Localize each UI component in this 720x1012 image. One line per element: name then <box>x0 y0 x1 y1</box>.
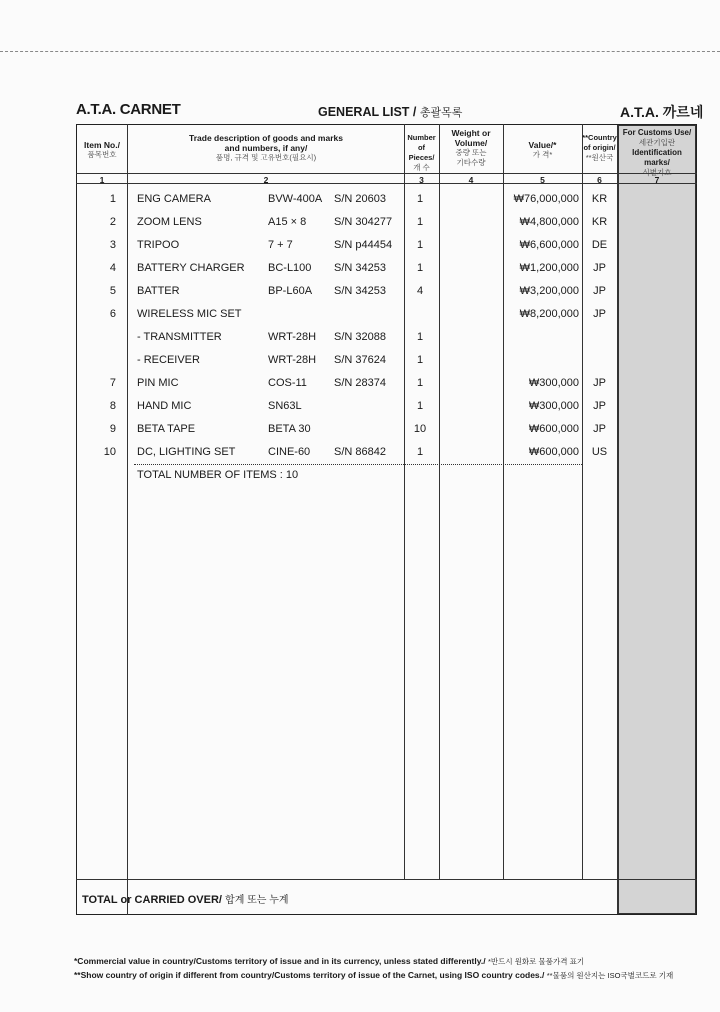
header-country: **Country of origin/ **원산국 <box>582 133 617 162</box>
col-divider <box>503 124 504 879</box>
item-no: 6 <box>109 308 116 320</box>
item-country: DE <box>591 239 608 251</box>
header-weight: Weight or Volume/ 중량 또는 기타수량 <box>451 128 491 167</box>
item-model: BC-L100 <box>268 262 312 274</box>
item-no: 2 <box>109 216 116 228</box>
item-model: BVW-400A <box>268 193 323 205</box>
item-desc: ENG CAMERA <box>137 193 211 205</box>
item-no: 7 <box>109 377 116 389</box>
item-model: BETA 30 <box>268 423 311 435</box>
item-pieces: 4 <box>416 285 424 297</box>
item-model: WRT-28H <box>268 331 317 343</box>
item-value: ₩76,000,000 <box>513 193 579 205</box>
item-desc: BATTERY CHARGER <box>137 262 245 274</box>
total-carried-over: TOTAL or CARRIED OVER/ 합계 또는 누계 <box>82 894 289 906</box>
item-desc: - RECEIVER <box>137 354 200 366</box>
footnote-country: **Show country of origin if different from country/Customs territory of issue of the Carnet, using ISO country codes./ **물품의 원산지는 ISO국별코드로 기재 <box>74 970 674 980</box>
item-desc: WIRELESS MIC SET <box>137 308 242 320</box>
item-value: ₩300,000 <box>528 377 579 389</box>
item-country: JP <box>593 285 606 297</box>
col-divider <box>404 124 405 879</box>
footnote-value: *Commercial value in country/Customs territory of issue and in its currency, unless stated differently./ *반드시 원화로 물품가격 표기 <box>74 956 585 966</box>
item-serial: S/N 32088 <box>334 331 386 343</box>
item-serial: S/N 37624 <box>334 354 386 366</box>
item-value: ₩600,000 <box>528 446 579 458</box>
item-value: ₩3,200,000 <box>519 285 579 297</box>
header-description: Trade description of goods and marks and numbers, if any/ 품명, 규격 및 고유번호(필요시) <box>189 133 343 162</box>
item-country: JP <box>593 377 606 389</box>
col-number: 1 <box>99 175 105 185</box>
item-model: A15 × 8 <box>268 216 307 228</box>
item-serial: S/N 86842 <box>334 446 386 458</box>
item-pieces: 1 <box>416 331 424 343</box>
item-model: SN63L <box>268 400 302 412</box>
col-divider <box>127 124 128 915</box>
item-value: ₩1,200,000 <box>519 262 579 274</box>
item-model: COS-11 <box>268 377 307 389</box>
item-model: 7 + 7 <box>268 239 293 251</box>
header-customs-use: For Customs Use/ 세관기입란 Identification marks/ 식별기호 <box>622 128 692 177</box>
header-value: Value/* 가 격* <box>528 140 557 159</box>
item-pieces: 1 <box>416 354 424 366</box>
item-desc: PIN MIC <box>137 377 179 389</box>
item-country: KR <box>591 193 608 205</box>
item-country: KR <box>591 216 608 228</box>
item-no: 5 <box>109 285 116 297</box>
col-number: 7 <box>654 175 660 185</box>
col-number: 2 <box>263 175 269 185</box>
item-serial: S/N 28374 <box>334 377 386 389</box>
item-pieces: 1 <box>416 193 424 205</box>
item-value: ₩6,600,000 <box>519 239 579 251</box>
end-of-list-line <box>134 464 582 465</box>
item-desc: - TRANSMITTER <box>137 331 222 343</box>
item-country: JP <box>593 400 606 412</box>
header-divider <box>76 173 697 174</box>
carnet-title: A.T.A. CARNET <box>76 101 181 118</box>
header-item-no: Item No./ 품목번호 <box>84 140 120 159</box>
item-pieces: 1 <box>416 239 424 251</box>
item-no: 1 <box>109 193 116 205</box>
item-no: 10 <box>103 446 116 458</box>
item-serial: S/N p44454 <box>334 239 393 251</box>
item-serial: S/N 304277 <box>334 216 393 228</box>
item-serial: S/N 34253 <box>334 262 386 274</box>
item-model: CINE-60 <box>268 446 311 458</box>
item-pieces: 1 <box>416 262 424 274</box>
item-value: ₩4,800,000 <box>519 216 579 228</box>
col-number: 5 <box>540 175 545 185</box>
item-desc: HAND MIC <box>137 400 192 412</box>
item-pieces: 1 <box>416 400 424 412</box>
col-number: 4 <box>468 175 474 185</box>
cut-line <box>0 51 720 52</box>
item-model: WRT-28H <box>268 354 317 366</box>
total-divider <box>76 879 697 880</box>
item-desc: ZOOM LENS <box>137 216 202 228</box>
item-pieces: 1 <box>416 377 424 389</box>
item-desc: BETA TAPE <box>137 423 196 435</box>
item-country: JP <box>593 308 606 320</box>
header-pieces: Number of Pieces/ 개 수 <box>407 133 436 172</box>
col-number: 6 <box>597 175 602 185</box>
col-number: 3 <box>419 175 424 185</box>
item-country: JP <box>593 423 606 435</box>
item-desc: DC, LIGHTING SET <box>137 446 236 458</box>
item-serial: S/N 20603 <box>334 193 386 205</box>
item-no: 8 <box>109 400 116 412</box>
col-divider <box>439 124 440 879</box>
item-value: ₩300,000 <box>528 400 579 412</box>
item-serial: S/N 34253 <box>334 285 386 297</box>
item-pieces: 10 <box>413 423 427 435</box>
general-list-title: GENERAL LIST / 총괄목록 <box>318 105 463 119</box>
item-pieces: 1 <box>416 446 424 458</box>
item-no: 9 <box>109 423 116 435</box>
col-divider <box>582 124 583 879</box>
item-desc: TRIPOO <box>137 239 180 251</box>
total-number-of-items: TOTAL NUMBER OF ITEMS : 10 <box>137 469 299 481</box>
item-value: ₩8,200,000 <box>519 308 579 320</box>
item-pieces: 1 <box>416 216 424 228</box>
item-country: JP <box>593 262 606 274</box>
item-value: ₩600,000 <box>528 423 579 435</box>
item-no: 4 <box>109 262 116 274</box>
item-country: US <box>591 446 608 458</box>
carnet-title-korean: A.T.A. 까르네 <box>620 104 704 120</box>
item-no: 3 <box>109 239 116 251</box>
item-model: BP-L60A <box>268 285 313 297</box>
item-desc: BATTER <box>137 285 180 297</box>
